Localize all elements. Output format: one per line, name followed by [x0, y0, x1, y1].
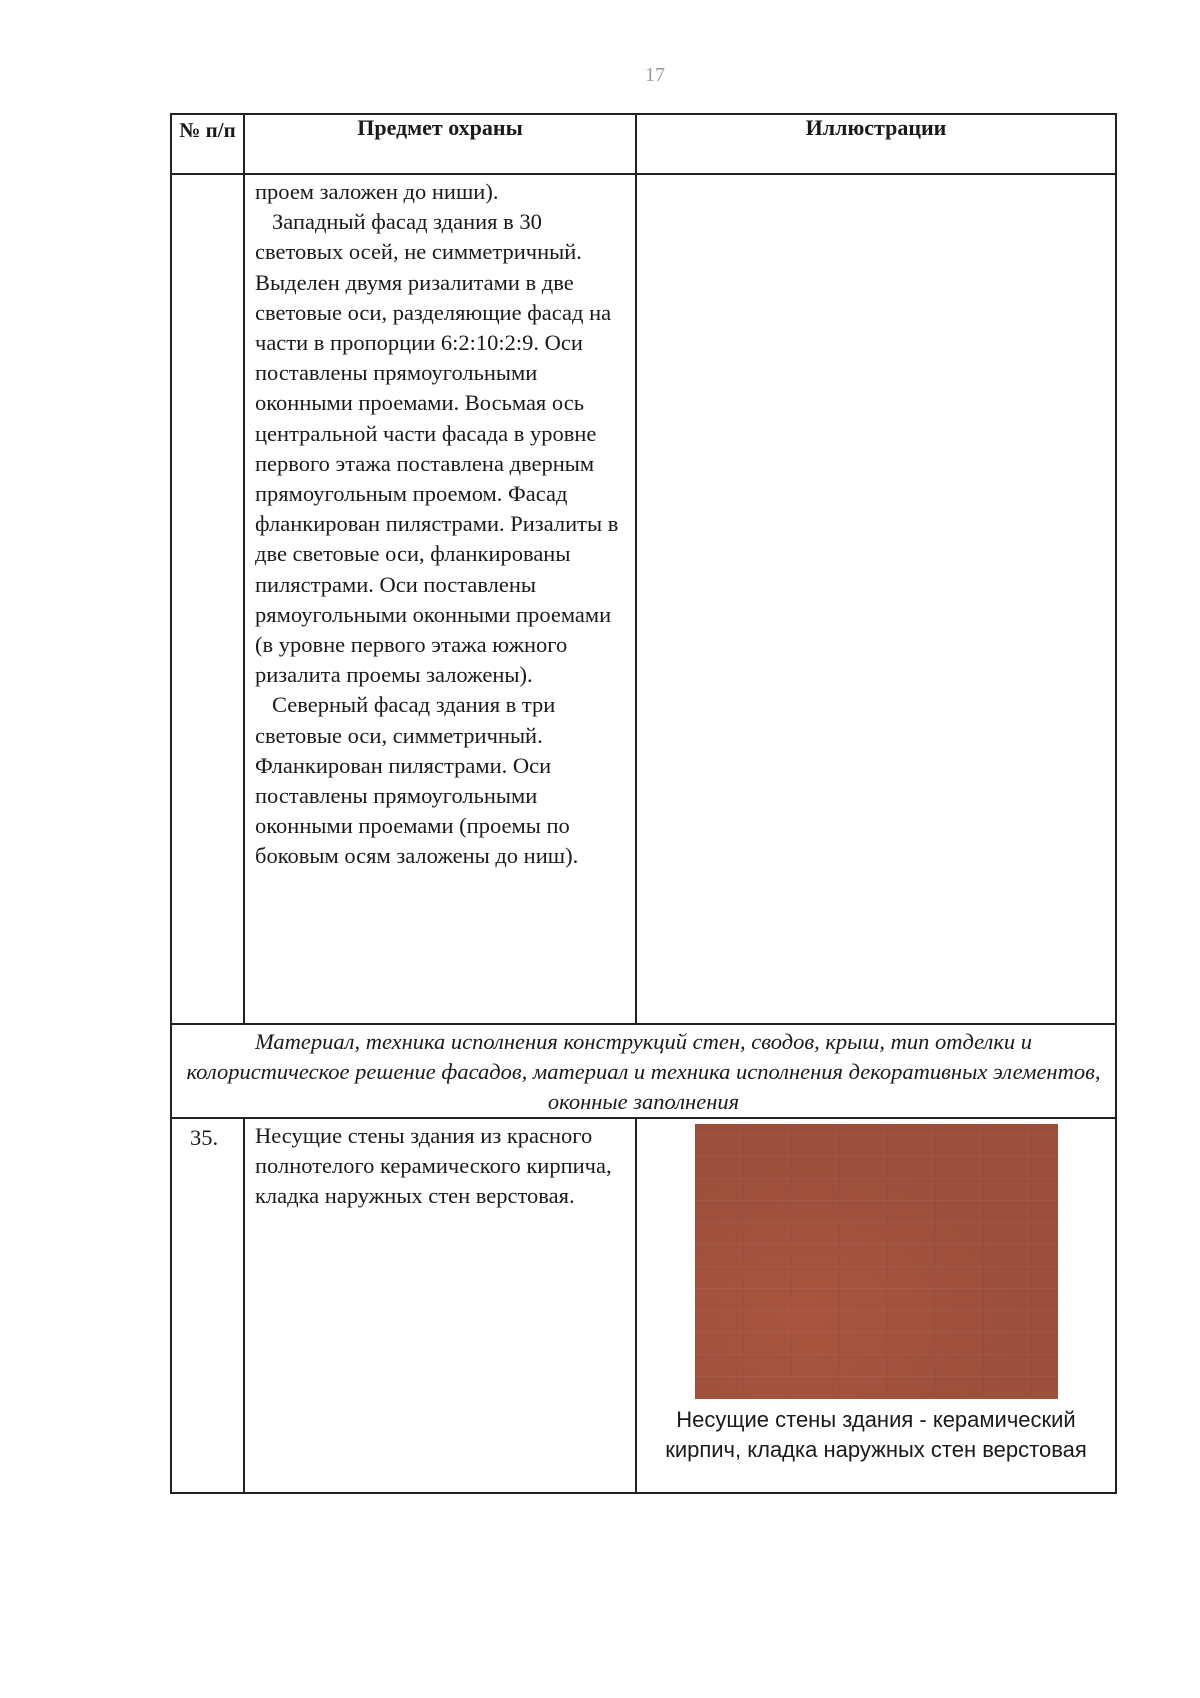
row-text: Несущие стены здания из красного полнотелого керамического кирпича, кладка наружных стен верстовая. — [255, 1123, 612, 1209]
illustration-caption: Несущие стены здания - керамический кирпич, кладка наружных стен верстовая — [665, 1407, 1087, 1462]
section-heading: Материал, техника исполнения конструкций стен, сводов, крыш, тип отделки и колористическое решение фасадов, материал и техника исполнения декоративных элементов, оконные заполнения — [171, 1024, 1116, 1118]
section-heading-row — [171, 1024, 1116, 1118]
protection-table — [170, 113, 1117, 1494]
row-number: 35. — [171, 1118, 244, 1493]
paragraph: проем заложен до ниши). — [255, 179, 499, 204]
header-illustrations: Иллюстрации — [636, 114, 1116, 174]
subject-cell — [244, 174, 636, 1024]
brick-wall-photo — [695, 1124, 1058, 1399]
paragraph-west-facade: Западный фасад здания в 30 световых осей, не симметричный. Выделен двумя ризалитами в две световые оси, разделяющие фасад на части в пропорции 6:2:10:2:9. Оси поставлены прямоугольными оконными проемами. Восьмая ось центральной части фасада в уровне первого этажа поставлена дверным прямоугольным проемом. Фасад фланкирован пилястрами. Ризалиты в две световые оси, фланкированы пилястрами. Оси поставлены рямоугольными оконными проемами (в уровне первого этажа южного ризалита проемы заложены). — [255, 209, 619, 688]
illustration-cell — [636, 1118, 1116, 1493]
illustration-cell-empty — [636, 174, 1116, 1024]
table-header-row — [171, 114, 1116, 174]
table-row — [171, 174, 1116, 1024]
subject-cell — [244, 1118, 636, 1493]
header-subject: Предмет охраны — [244, 114, 636, 174]
paragraph-north-facade: Северный фасад здания в три световые оси, симметричный. Фланкирован пилястрами. Оси поставлены прямоугольными оконными проемами (проемы по боковым осям заложены до ниш). — [255, 692, 579, 869]
number-cell-empty — [171, 174, 244, 1024]
header-number: № п/п — [171, 114, 244, 174]
table-row — [171, 1118, 1116, 1493]
page-number: 17 — [645, 64, 665, 86]
